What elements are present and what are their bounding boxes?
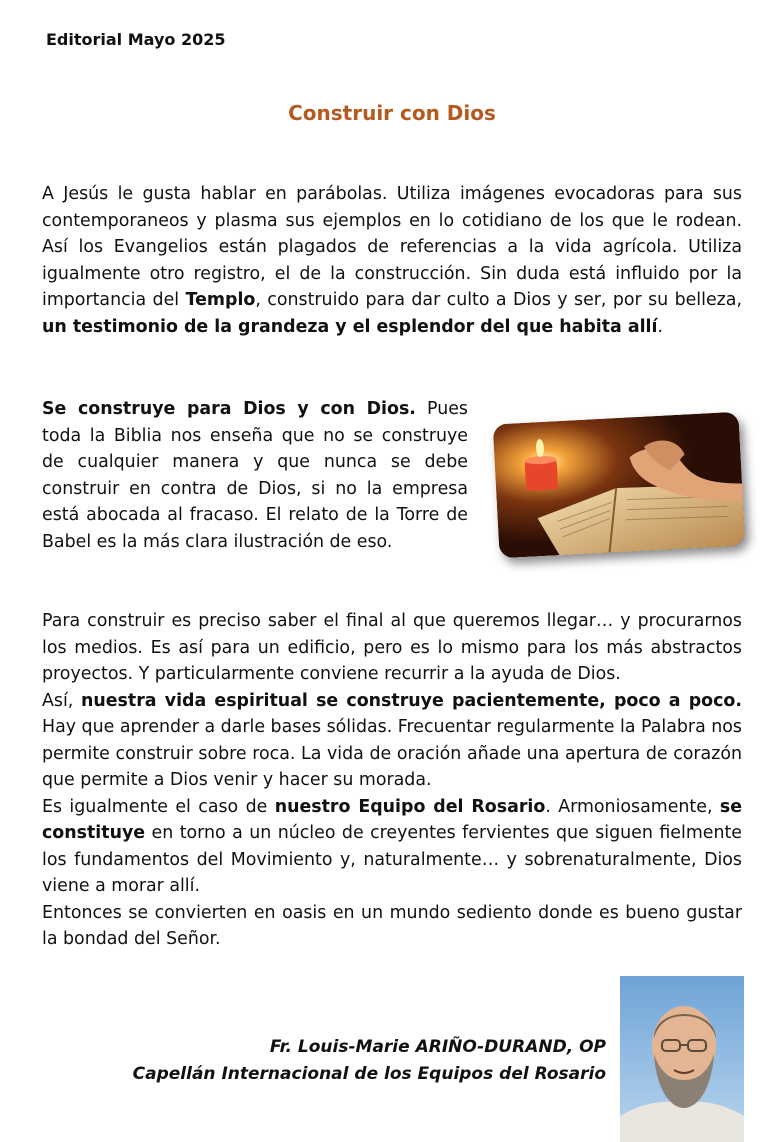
article-title: Construir con Dios — [288, 101, 496, 125]
author-role: Capellán Internacional de los Equipos del Rosario — [132, 1064, 606, 1084]
paragraph-intro: A Jesús le gusta hablar en parábolas. Utiliza imágenes evocadoras para sus contemporaneos y plasma sus ejemplos en lo cotidiano de los que le rodean. Así los Evangelios están plagados de referencias a la vida agrícola. Utiliza igualmente otro registro, el de la construcción. Sin duda está influido por la importancia del Templo, construido para dar culto a Dios y ser, por su belleza, un testimonio de la grandeza y el esplendor del que habita allí. — [42, 184, 742, 337]
editorial-header: Editorial Mayo 2025 — [46, 30, 226, 49]
author-portrait — [620, 976, 744, 1142]
emphasis-se-construye: Se construye para Dios y con Dios. — [42, 399, 416, 419]
emphasis-equipo-rosario: nuestro Equipo del Rosario — [274, 796, 546, 817]
emphasis-templo: Templo — [185, 290, 256, 310]
bible-candle-photo — [493, 412, 746, 559]
emphasis-testimonio: un testimonio de la grandeza y el esplendor del que habita allí — [42, 316, 658, 337]
emphasis-vida-espiritual: nuestra vida espiritual se construye pacientemente, poco a poco. — [81, 690, 742, 711]
emphasis-se-constituye: se constituye — [42, 796, 743, 843]
author-name: Fr. Louis-Marie ARIÑO-DURAND, OP — [269, 1037, 606, 1057]
signature-block — [133, 1034, 606, 1088]
paragraph-construir-con-dios: Se construye para Dios y con Dios. Pues toda la Biblia nos enseña que no se construye de cualquier manera y que nunca se debe construir en contra de Dios, si no la empresa está abocada al fracaso. El relato de la Torre de Babel es la más clara ilustración de eso. — [42, 399, 468, 552]
paragraph-conclusion: Para construir es preciso saber el final al que queremos llegar… y procurarnos los medios. Es así para un edificio, pero es lo mismo para los más abstractos proyectos. Y particularmente conviene recurrir a la ayuda de Dios. Así, nuestra vida espiritual se construye pacientemente, poco a poco. Hay que aprender a darle bases sólidas. Frecuentar regularmente la Palabra nos permite construir sobre roca. La vida de oración añade una apertura de corazón que permite a Dios venir y hacer su morada. Es igualmente el caso de nuestro Equipo del Rosario. Armoniosamente, se constituye en torno a un núcleo de creyentes fervientes que siguen fielmente los fundamentos del Movimiento y, naturalmente… y sobrenaturalmente, Dios viene a morar allí. Entonces se convierten en oasis en un mundo sediento donde es bueno gustar la bondad del Señor. — [42, 611, 743, 949]
